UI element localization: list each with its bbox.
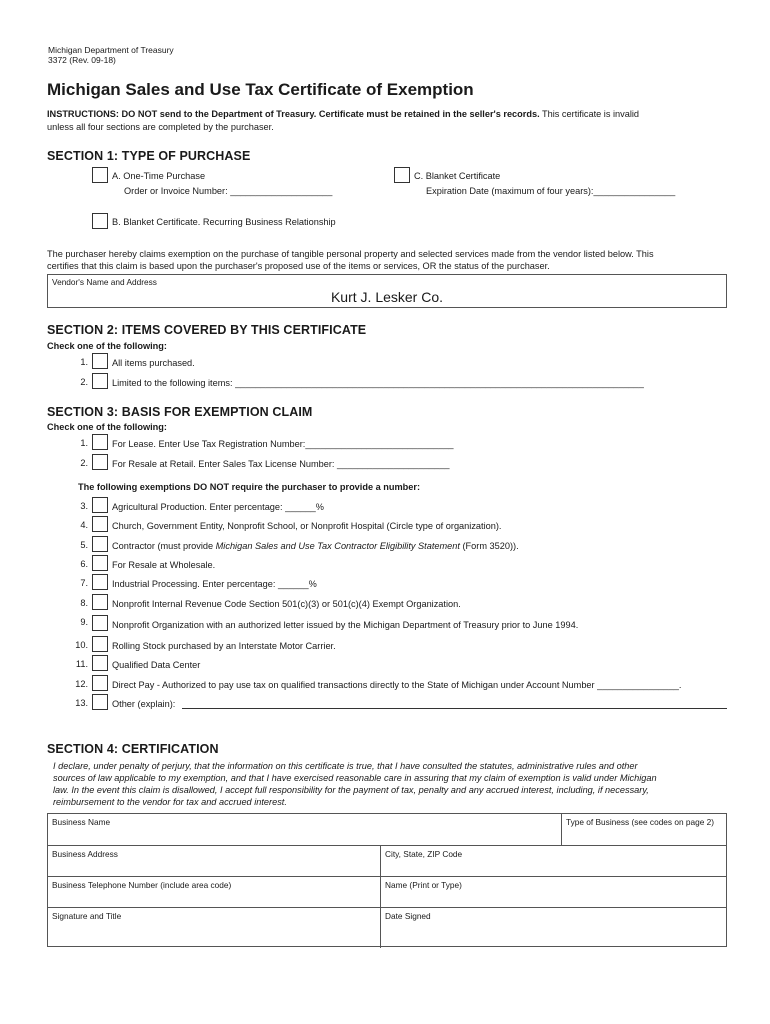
form-revision: 3372 (Rev. 09-18) <box>48 55 116 65</box>
business-address-label: Business Address <box>52 849 118 859</box>
item-number: 9. <box>80 617 88 627</box>
blanket-certificate-label: C. Blanket Certificate <box>414 171 501 181</box>
vendor-label: Vendor's Name and Address <box>52 277 157 287</box>
item-number: 2. <box>80 458 88 468</box>
item-number: 10. <box>75 640 88 650</box>
item-number: 12. <box>75 679 88 689</box>
section3-check-one: Check one of the following: <box>47 422 167 432</box>
section2-check-one: Check one of the following: <box>47 341 167 351</box>
form-title: Michigan Sales and Use Tax Certificate of Exemption <box>47 80 474 99</box>
checkbox-nonprofit-501c[interactable] <box>92 594 108 610</box>
item-number: 3. <box>80 501 88 511</box>
business-address-field[interactable] <box>48 846 380 876</box>
church-government-label: Church, Government Entity, Nonprofit School, or Nonprofit Hospital (Circle type of organization). <box>112 521 502 531</box>
nonprofit-501c-label: Nonprofit Internal Revenue Code Section 501(c)(3) or 501(c)(4) Exempt Organization. <box>112 599 461 609</box>
section3-title: SECTION 3: BASIS FOR EXEMPTION CLAIM <box>47 405 313 419</box>
nonprofit-letter-label: Nonprofit Organization with an authorized letter issued by the Michigan Department of Treasury prior to June 1994. <box>112 620 579 630</box>
instructions-bold: INSTRUCTIONS: DO NOT send to the Department of Treasury. Certificate must be retained in the seller's records. <box>47 109 540 119</box>
claim-statement-line1: The purchaser hereby claims exemption on the purchase of tangible personal property and selected services made from the vendor listed below. This <box>47 249 654 259</box>
industrial-processing-field[interactable]: Industrial Processing. Enter percentage: ______% <box>112 579 317 589</box>
section4-title: SECTION 4: CERTIFICATION <box>47 742 219 756</box>
blanket-recurring-label: B. Blanket Certificate. Recurring Business Relationship <box>112 217 336 227</box>
checkbox-other[interactable] <box>92 694 108 710</box>
other-explain-label: Other (explain): <box>112 699 176 709</box>
type-of-business-label: Type of Business (see codes on page 2) <box>566 817 715 827</box>
checkbox-church-government[interactable] <box>92 516 108 532</box>
checkbox-nonprofit-letter[interactable] <box>92 615 108 631</box>
declaration-line4: reimbursement to the vendor for tax and accrued interest. <box>53 797 287 807</box>
direct-pay-field[interactable]: Direct Pay - Authorized to pay use tax on qualified transactions directly to the State of Michigan under Account Number ________________. <box>112 680 682 690</box>
order-invoice-number-field[interactable]: Order or Invoice Number: ____________________ <box>124 186 333 196</box>
item-number: 1. <box>80 357 88 367</box>
name-print-field[interactable] <box>381 877 727 907</box>
checkbox-limited-items[interactable] <box>92 373 108 389</box>
signature-label: Signature and Title <box>52 911 122 921</box>
checkbox-blanket-recurring[interactable] <box>92 213 108 229</box>
checkbox-rolling-stock[interactable] <box>92 636 108 652</box>
limited-items-field[interactable]: Limited to the following items: ________________________________________________________________________________ <box>112 378 644 388</box>
contractor-label-b: (Form 3520)). <box>459 541 519 551</box>
item-number: 1. <box>80 438 88 448</box>
resale-retail-field[interactable]: For Resale at Retail. Enter Sales Tax License Number: ______________________ <box>112 459 450 469</box>
checkbox-one-time-purchase[interactable] <box>92 167 108 183</box>
item-number: 13. <box>75 698 88 708</box>
declaration-line2: sources of law applicable to my exemption, and that I have exercised reasonable care in assuring that my claim of exemption is valid under Michigan <box>53 773 657 783</box>
resale-wholesale-label: For Resale at Wholesale. <box>112 560 216 570</box>
section1-title: SECTION 1: TYPE OF PURCHASE <box>47 149 251 163</box>
telephone-label: Business Telephone Number (include area code) <box>52 880 232 890</box>
checkbox-resale-retail[interactable] <box>92 454 108 470</box>
date-signed-field[interactable] <box>381 908 727 947</box>
checkbox-agricultural[interactable] <box>92 497 108 513</box>
certification-table <box>47 813 727 947</box>
qualified-data-center-label: Qualified Data Center <box>112 660 201 670</box>
item-number: 2. <box>80 377 88 387</box>
instructions <box>47 108 737 120</box>
declaration-line1: I declare, under penalty of perjury, that the information on this certificate is true, that I have consulted the statutes, administrative rules and other <box>53 761 638 771</box>
item-number: 11. <box>75 659 88 669</box>
item-number: 4. <box>80 520 88 530</box>
contractor-label <box>112 540 519 552</box>
other-explain-field[interactable] <box>182 708 727 709</box>
business-name-label: Business Name <box>52 817 111 827</box>
checkbox-for-lease[interactable] <box>92 434 108 450</box>
date-signed-label: Date Signed <box>385 911 431 921</box>
name-print-label: Name (Print or Type) <box>385 880 462 890</box>
telephone-field[interactable] <box>48 877 380 907</box>
for-lease-field[interactable]: For Lease. Enter Use Tax Registration Number:_____________________________ <box>112 439 454 449</box>
item-number: 6. <box>80 559 88 569</box>
checkbox-all-items[interactable] <box>92 353 108 369</box>
all-items-label: All items purchased. <box>112 358 195 368</box>
checkbox-qualified-data-center[interactable] <box>92 655 108 671</box>
item-number: 7. <box>80 578 88 588</box>
contractor-label-a: Contractor (must provide <box>112 541 216 551</box>
one-time-purchase-label: A. One-Time Purchase <box>112 171 206 181</box>
expiration-date-field[interactable]: Expiration Date (maximum of four years):________________ <box>426 186 676 196</box>
section2-title: SECTION 2: ITEMS COVERED BY THIS CERTIFICATE <box>47 323 367 337</box>
item-number: 8. <box>80 598 88 608</box>
type-of-business-field[interactable] <box>562 814 727 845</box>
checkbox-blanket-certificate-c[interactable] <box>394 167 410 183</box>
instructions-line2: unless all four sections are completed by the purchaser. <box>47 122 274 132</box>
checkbox-direct-pay[interactable] <box>92 675 108 691</box>
city-state-zip-label: City, State, ZIP Code <box>385 849 463 859</box>
business-name-field[interactable] <box>48 814 561 845</box>
instructions-rest: This certificate is invalid <box>539 109 640 119</box>
item-number: 5. <box>80 540 88 550</box>
claim-statement-line2: certifies that this claim is based upon the purchaser's proposed use of the items or services, OR the status of the purchaser. <box>47 261 550 271</box>
checkbox-resale-wholesale[interactable] <box>92 555 108 571</box>
agency-name: Michigan Department of Treasury <box>48 45 174 55</box>
contractor-eligibility-statement: Michigan Sales and Use Tax Contractor Eligibility Statement <box>215 541 460 551</box>
city-state-zip-field[interactable] <box>381 846 727 876</box>
vendor-value: Kurt J. Lesker Co. <box>330 289 444 305</box>
rolling-stock-label: Rolling Stock purchased by an Interstate Motor Carrier. <box>112 641 336 651</box>
no-number-note: The following exemptions DO NOT require the purchaser to provide a number: <box>78 482 421 492</box>
vendor-box[interactable] <box>47 274 727 308</box>
checkbox-industrial-processing[interactable] <box>92 574 108 590</box>
checkbox-contractor[interactable] <box>92 536 108 552</box>
declaration-line3: law. In the event this claim is disallowed, I accept full responsibility for the payment of tax, penalty and any accrued interest, including, if necessary, <box>53 785 649 795</box>
agricultural-field[interactable]: Agricultural Production. Enter percentage: ______% <box>112 502 324 512</box>
signature-field[interactable] <box>48 908 380 947</box>
